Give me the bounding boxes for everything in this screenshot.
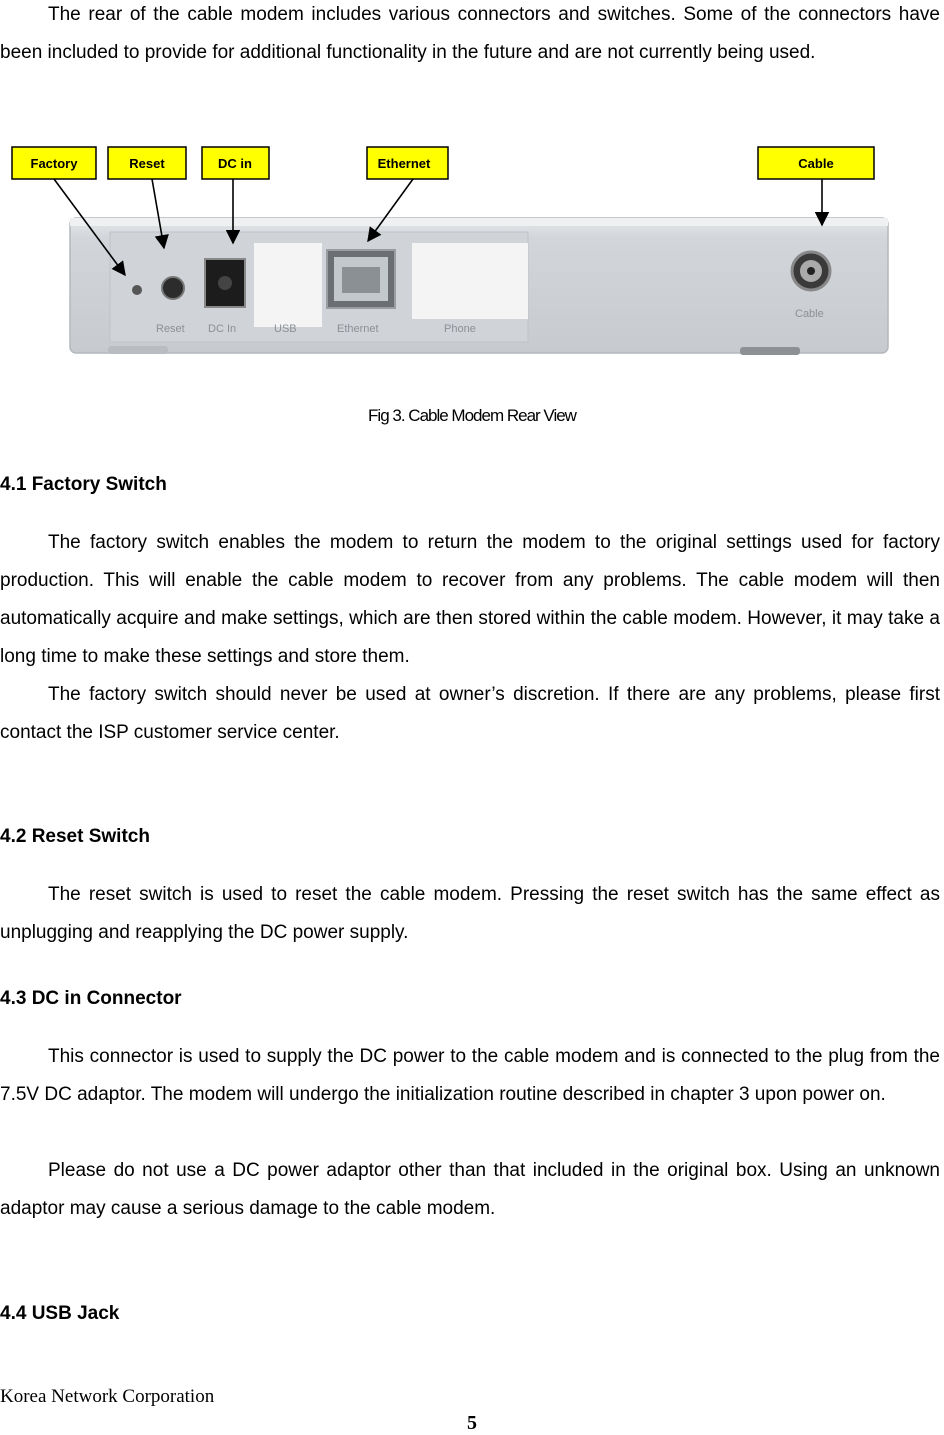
callout-ethernet bbox=[367, 147, 448, 179]
section-4-1-paragraph-1: The factory switch enables the modem to return the modem to the original settings used for factory production. This will enable the cable modem to recover from any problems. The cable modem will then automatically acquire and make settings, which are then stored within the cable modem. However, it may take a long time to make these settings and store them. bbox=[0, 532, 940, 667]
svg-text:Cable: Cable bbox=[798, 156, 834, 171]
svg-text:Ethernet: Ethernet bbox=[377, 156, 431, 171]
modem-rear-diagram bbox=[0, 135, 944, 375]
callout-dcin bbox=[202, 147, 269, 179]
panel-label-reset: Reset bbox=[156, 323, 185, 335]
panel-label-cable: Cable bbox=[795, 308, 824, 320]
footer-company: Korea Network Corporation bbox=[0, 1386, 215, 1407]
usb-port-blank bbox=[254, 243, 322, 327]
section-4-2-paragraph-1: The reset switch is used to reset the cable modem. Pressing the reset switch has the same effect as unplugging and reapplying the DC power supply. bbox=[0, 884, 940, 943]
svg-text:Factory: Factory bbox=[30, 156, 78, 171]
section-heading-4-2: 4.2 Reset Switch bbox=[0, 826, 150, 847]
section-heading-4-1: 4.1 Factory Switch bbox=[0, 474, 167, 495]
rear-view-figure bbox=[0, 135, 944, 375]
svg-text:DC in: DC in bbox=[218, 156, 252, 171]
section-4-3-paragraph-2: Please do not use a DC power adaptor other than that included in the original box. Using an unknown adaptor may cause a serious damage to the cable modem. bbox=[0, 1160, 940, 1219]
figure-caption: Fig 3. Cable Modem Rear View bbox=[368, 406, 576, 425]
callout-reset bbox=[108, 147, 186, 179]
svg-text:Reset: Reset bbox=[129, 156, 165, 171]
callout-factory bbox=[12, 147, 96, 179]
section-heading-4-4: 4.4 USB Jack bbox=[0, 1303, 120, 1324]
panel-label-dcin: DC In bbox=[208, 323, 237, 335]
section-4-1-paragraph-2: The factory switch should never be used at owner’s discretion. If there are any problems, please first contact the ISP customer service center. bbox=[0, 684, 940, 743]
section-4-3-paragraph-1: This connector is used to supply the DC power to the cable modem and is connected to the plug from the 7.5V DC adaptor. The modem will undergo the initialization routine described in chapter 3 upon power on. bbox=[0, 1046, 940, 1105]
intro-paragraph: The rear of the cable modem includes various connectors and switches. Some of the connectors have been included to provide for additional functionality in the future and are not currently being used. bbox=[0, 4, 940, 63]
panel-label-usb: USB bbox=[274, 323, 297, 335]
factory-switch[interactable] bbox=[132, 285, 142, 295]
section-heading-4-3: 4.3 DC in Connector bbox=[0, 988, 182, 1009]
page-number: 5 bbox=[467, 1412, 477, 1434]
reset-button[interactable] bbox=[162, 277, 184, 299]
callout-cable bbox=[758, 147, 874, 179]
panel-label-phone: Phone bbox=[444, 323, 476, 335]
phone-port-blank bbox=[412, 243, 528, 319]
panel-label-ethernet: Ethernet bbox=[337, 323, 379, 335]
